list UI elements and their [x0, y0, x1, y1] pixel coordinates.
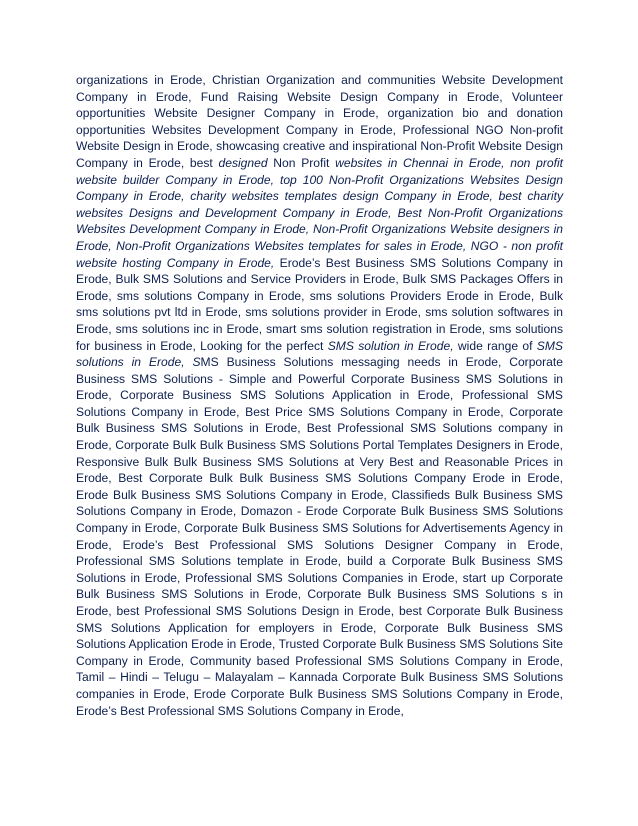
body-paragraph	[76, 72, 563, 719]
italic-text-segment: SMS solution in Erode,	[327, 338, 454, 353]
italic-text-segment: websites in Chennai in Erode, non profit website builder Company in Erode, top 100 Non-Profit Organizations Websites Design Company in Erode, charity websites templates design Company in Erode, best charity websites Designs and Development Company in Erode, Best Non-Profit Organizations Websites Development Company in Erode, Non-Profit Organizations Website designers in Erode, Non-Profit Organizations Websites templates for sales in Erode, NGO - non profit website hosting Company in Erode,	[76, 155, 563, 270]
text-segment: Non Profit	[267, 155, 336, 170]
text-segment: organizations in Erode, Christian Organization and communities Website Development Company in Erode, Fund Raising Website Design Company in Erode, Volunteer opportunities Website Designer Company in Erode, organization bio and donation opportunities Websites Development Company in Erode, Professional NGO Non-profit Website Design in Erode, showcasing creative and inspirational Non-Profit Website Design Company in Erode, best	[76, 73, 563, 170]
text-segment: Erode’s Best Business SMS Solutions Company in Erode, Bulk SMS Solutions and Service Providers in Erode, Bulk SMS Packages Offers in Erode, sms solutions Company in Erode, sms solutions Providers Erode in Erode, Bulk sms solutions pvt ltd in Erode, sms solutions provider in Erode, sms solution softwares in Erode, sms solutions inc in Erode, smart sms solution registration in Erode, sms solutions for business in Erode, Looking for the perfect	[76, 255, 563, 353]
text-segment: wide range of	[453, 338, 537, 353]
italic-text-segment: designed	[218, 155, 268, 170]
text-segment: MS Business Solutions messaging needs in Erode, Corporate Business SMS Solutions - Simple and Powerful Corporate Business SMS Solutions in Erode, Corporate Business SMS Solutions Application in Erode, Professional SMS Solutions Company in Erode, Best Price SMS Solutions Company in Erode, Corporate Bulk Business SMS Solutions in Erode, Best Professional SMS Solutions company in Erode, Corporate Bulk Bulk Business SMS Solutions Portal Templates Designers in Erode, Responsive Bulk Bulk Business SMS Solutions at Very Best and Reasonable Prices in Erode, Best Corporate Bulk Bulk Business SMS Solutions Company Erode in Erode, Erode Bulk Business SMS Solutions Company in Erode, Classifieds Bulk Business SMS Solutions Company in Erode, Domazon - Erode Corporate Bulk Business SMS Solutions Company in Erode, Corporate Bulk Business SMS Solutions for Advertisements Agency in Erode, Erode’s Best Professional SMS Solutions Designer Company in Erode, Professional SMS Solutions template in Erode, build a Corporate Bulk Business SMS Solutions in Erode, Professional SMS Solutions Companies in Erode, start up Corporate Bulk Business SMS Solutions in Erode, Corporate Bulk Business SMS Solutions s in Erode, best Professional SMS Solutions Design in Erode, best Corporate Bulk Business SMS Solutions Application for employers in Erode, Corporate Bulk Business SMS Solutions Application Erode in Erode, Trusted Corporate Bulk Business SMS Solutions Site Company in Erode, Community based Professional SMS Solutions Company in Erode, Tamil – Hindi – Telugu – Malayalam – Kannada Corporate Bulk Business SMS Solutions companies in Erode, Erode Corporate Bulk Business SMS Solutions Company in Erode, Erode’s Best Professional SMS Solutions Company in Erode,	[76, 355, 563, 718]
document-page	[76, 72, 563, 719]
italic-text-segment: SMS solutions in Erode, S	[76, 338, 563, 370]
